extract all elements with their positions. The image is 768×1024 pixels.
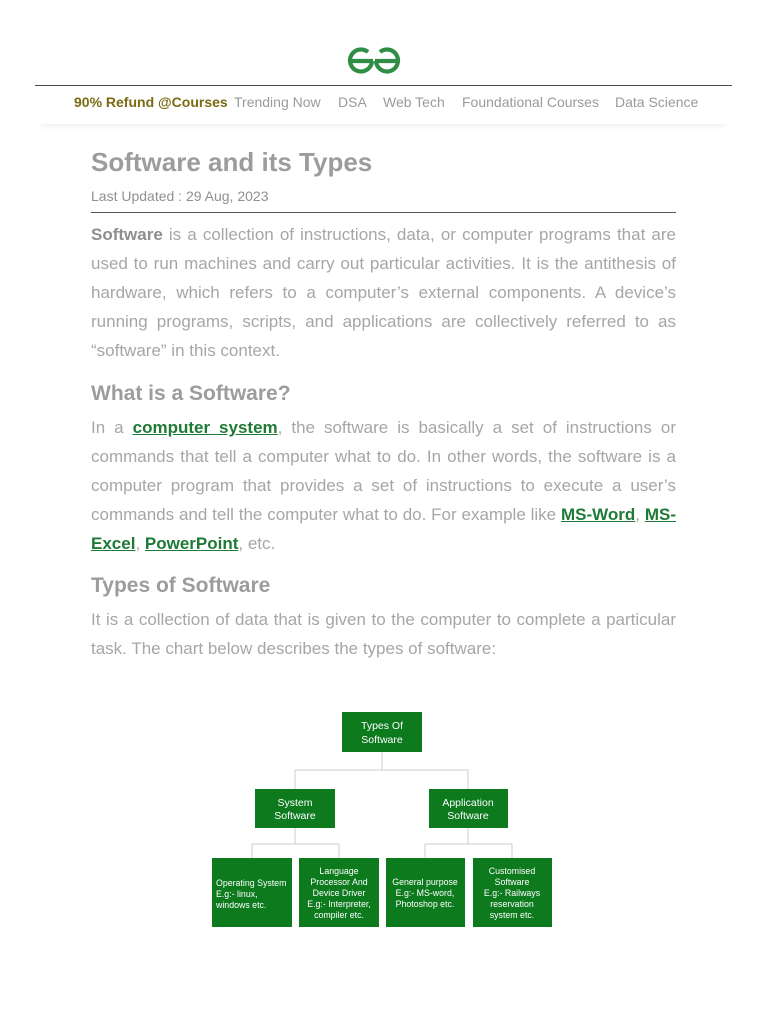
node-label-line: System bbox=[277, 797, 313, 809]
node-general-purpose bbox=[386, 858, 465, 927]
nav-item-trending-now[interactable]: Trending Now bbox=[234, 94, 321, 110]
node-label-line: Application bbox=[442, 797, 494, 809]
node-label-line: E.g:- Railways bbox=[483, 888, 541, 898]
what-is-software-paragraph bbox=[91, 413, 676, 558]
nav-item-dsa[interactable]: DSA bbox=[338, 94, 367, 110]
top-navigation bbox=[35, 86, 732, 124]
text-fragment: , bbox=[635, 505, 645, 524]
node-box bbox=[342, 712, 422, 752]
heading-what-is-software: What is a Software? bbox=[91, 382, 291, 405]
node-label-line: E.g:- Interpreter, bbox=[307, 899, 371, 909]
text-fragment: , etc. bbox=[238, 534, 276, 553]
title-divider bbox=[91, 212, 676, 213]
page-title: Software and its Types bbox=[91, 147, 373, 177]
node-system-software bbox=[255, 789, 335, 828]
node-label-line: Language bbox=[319, 866, 359, 876]
last-updated-date: Last Updated : 29 Aug, 2023 bbox=[91, 188, 269, 204]
node-label-line: Processor And bbox=[310, 877, 368, 887]
gfg-logo-icon[interactable] bbox=[345, 44, 403, 76]
node-application-software bbox=[429, 789, 508, 828]
node-label-line: Photoshop etc. bbox=[395, 899, 455, 909]
nav-item-refund-courses[interactable]: 90% Refund @Courses bbox=[74, 94, 228, 110]
heading-types-of-software: Types of Software bbox=[91, 574, 271, 597]
node-label-line: General purpose bbox=[392, 877, 458, 887]
link-ms-word[interactable]: MS-Word bbox=[560, 505, 636, 524]
intro-text: is a collection of instructions, data, or computer programs that are used to run machines and carry out particular activities. It is the antithesis of hardware, which refers to a computer’s external components. A device’s running programs, scripts, and applications are collectively referred to as “software” in this context. bbox=[91, 225, 676, 360]
node-language-processor bbox=[299, 858, 379, 927]
node-label-line: system etc. bbox=[489, 910, 535, 920]
software-types-diagram bbox=[200, 700, 568, 940]
link-powerpoint[interactable]: PowerPoint bbox=[144, 534, 239, 553]
text-fragment: , bbox=[135, 534, 145, 553]
node-label-line: Software bbox=[494, 877, 530, 887]
node-label-line: Types Of bbox=[360, 720, 404, 732]
node-label-line: Device Driver bbox=[312, 888, 366, 898]
nav-item-web-tech[interactable]: Web Tech bbox=[383, 94, 445, 110]
node-customised-software bbox=[473, 858, 552, 927]
node-label-line: compiler etc. bbox=[314, 910, 364, 920]
software-term: Software bbox=[91, 225, 163, 244]
node-label-line: E.g:- MS-word, bbox=[395, 888, 455, 898]
nav-item-data-science[interactable]: Data Science bbox=[615, 94, 699, 110]
intro-paragraph bbox=[91, 220, 676, 365]
node-operating-system bbox=[212, 858, 292, 927]
node-label-line: reservation bbox=[490, 899, 534, 909]
node-label-line: Software bbox=[447, 810, 489, 822]
text-fragment: In a bbox=[91, 418, 133, 437]
node-label-line: Customised bbox=[488, 866, 536, 876]
node-label-line: windows etc. bbox=[216, 900, 267, 910]
link-computer-system[interactable]: computer system bbox=[132, 418, 278, 437]
node-types-of-software bbox=[342, 712, 422, 752]
node-label-line: Software bbox=[361, 734, 403, 746]
nav-item-foundational-courses[interactable]: Foundational Courses bbox=[462, 94, 599, 110]
node-label-line: E.g:- linux, bbox=[216, 889, 258, 899]
types-of-software-paragraph: It is a collection of data that is given to the computer to complete a particular task. The chart below describes the types of software: bbox=[91, 610, 676, 658]
link-ms-excel[interactable]: MS-Excel bbox=[91, 505, 677, 553]
text-fragment: , the software is basically a set of instructions or commands that tell a computer what to do. In other words, the software is a computer program that provides a set of instructions to execute a user’s commands and tell the computer what to do. For example like bbox=[91, 418, 676, 524]
node-label-line: Software bbox=[274, 810, 316, 822]
node-label-line: Operating System bbox=[216, 878, 287, 888]
